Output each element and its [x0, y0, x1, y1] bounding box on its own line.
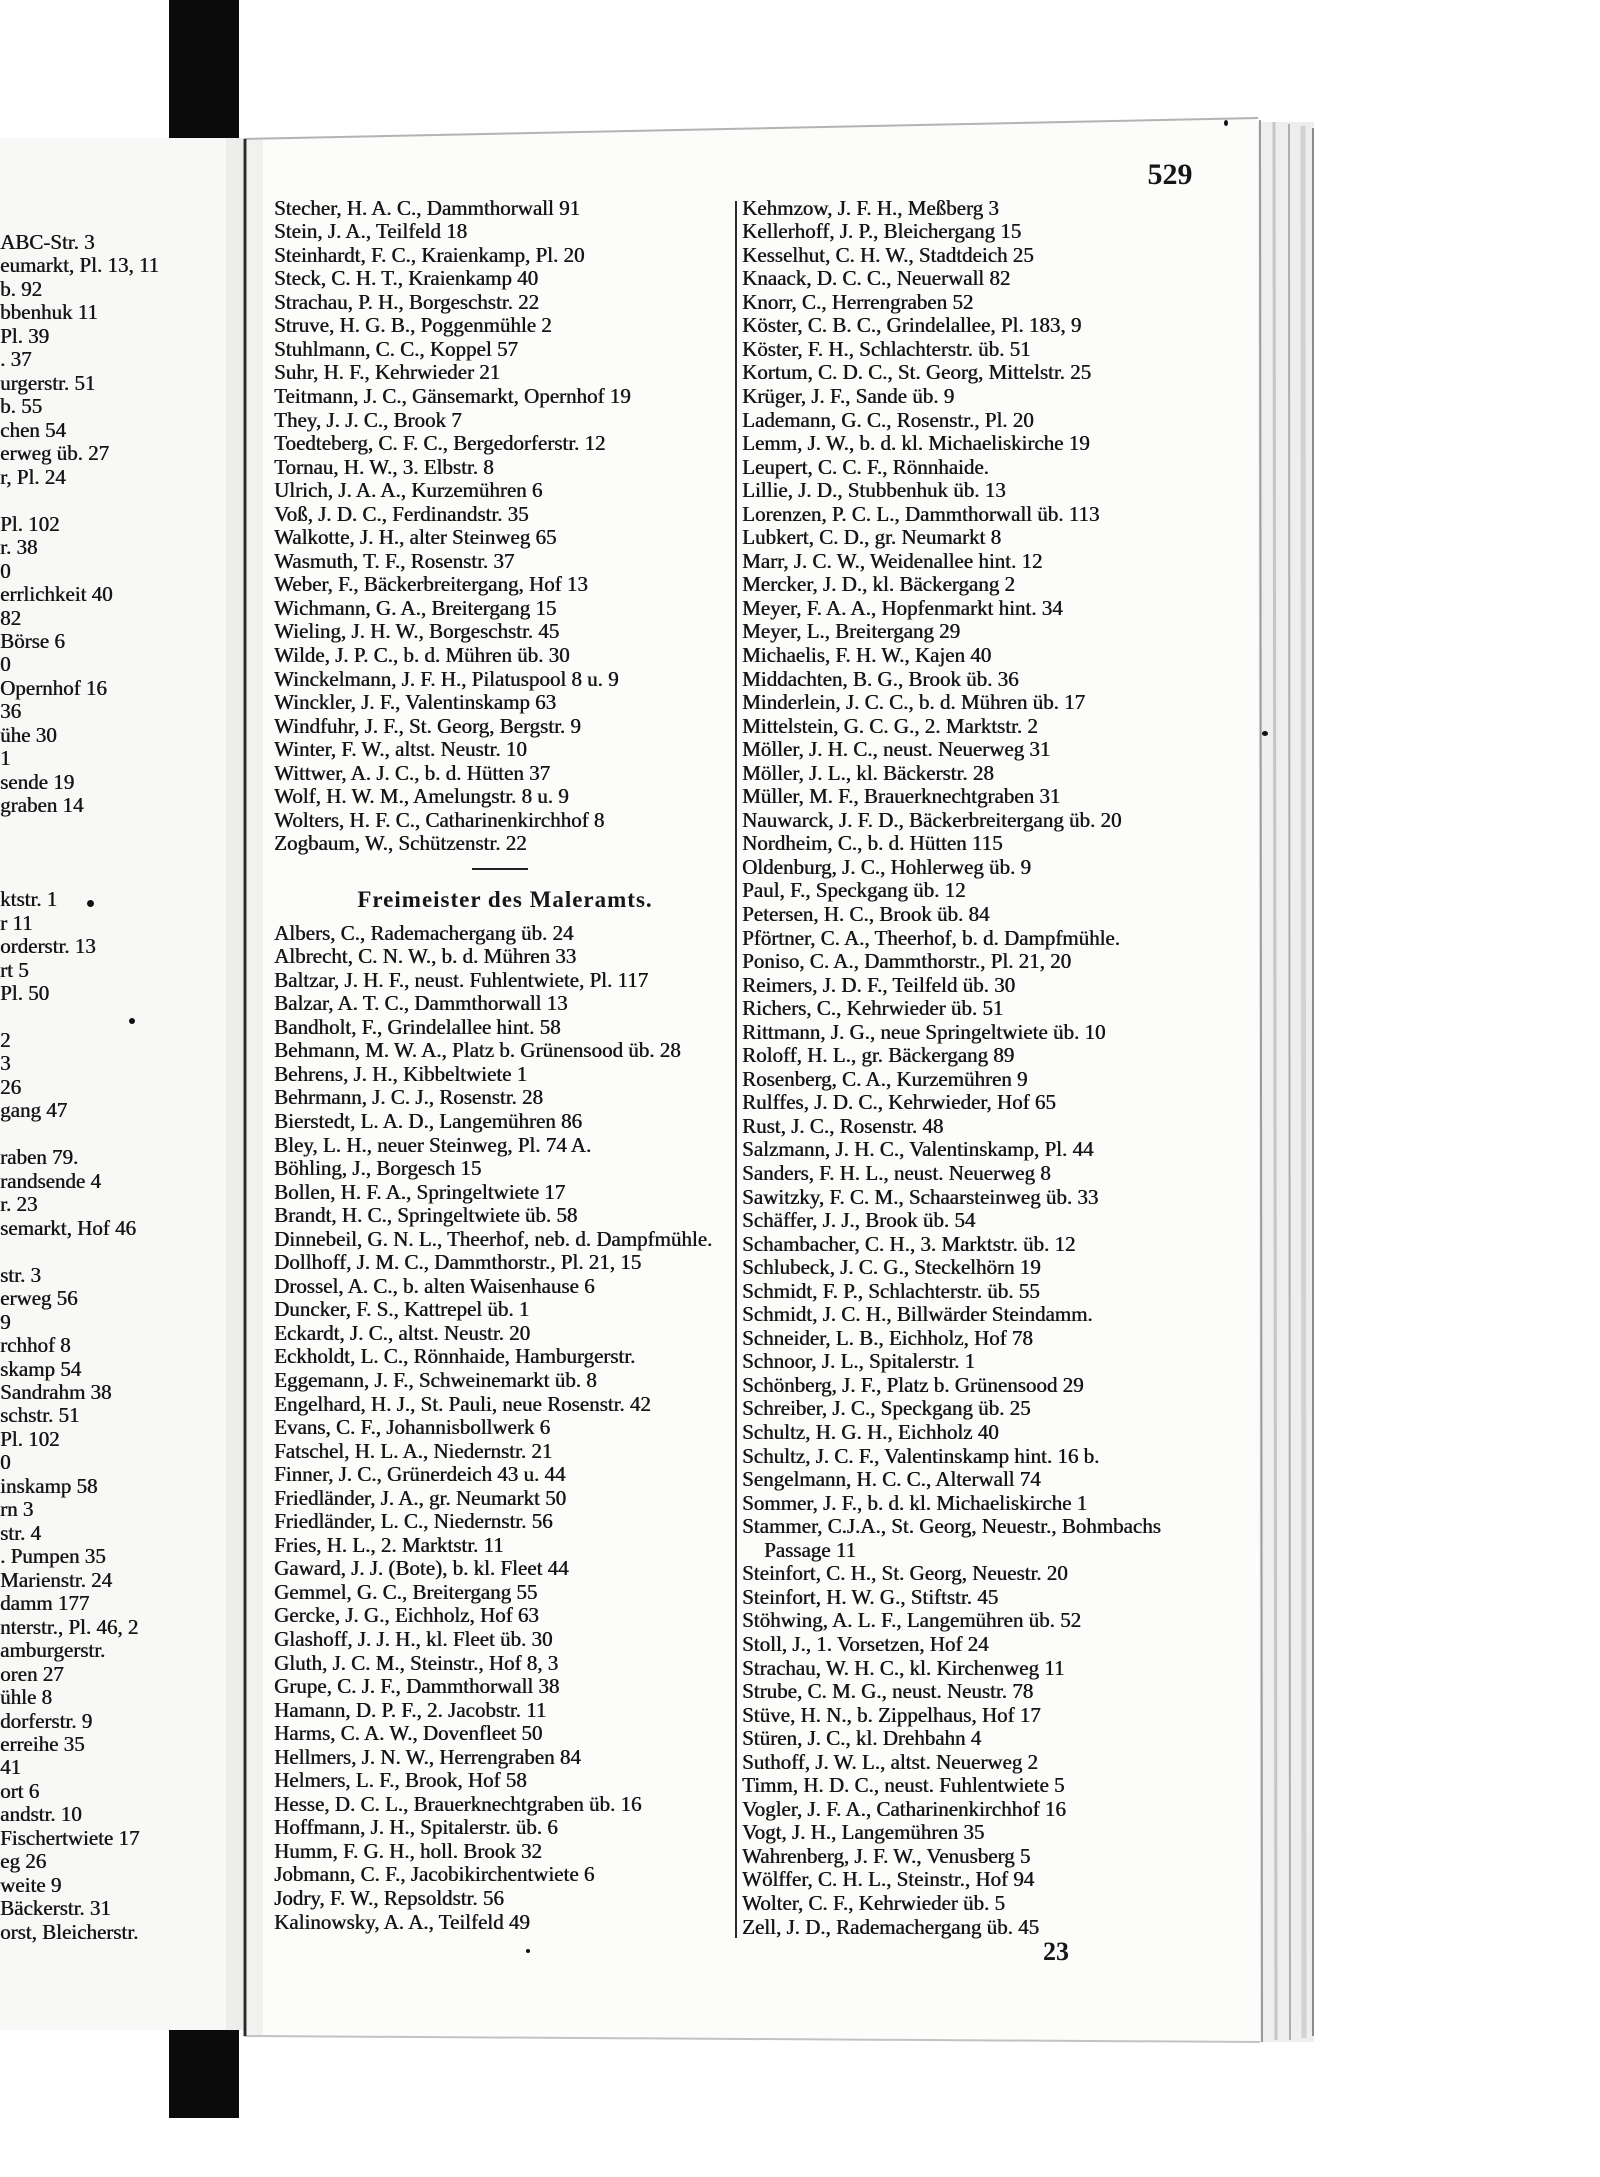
directory-entry: Helmers, L. F., Brook, Hof 58: [274, 1768, 527, 1793]
left-page-line-fragment: damm 177: [0, 1591, 90, 1616]
left-page-line-fragment: andstr. 10: [0, 1802, 82, 1827]
directory-entry: Behrens, J. H., Kibbeltwiete 1: [274, 1061, 528, 1086]
directory-entry: Brandt, H. C., Springeltwiete üb. 58: [274, 1203, 578, 1228]
directory-entry: Drossel, A. C., b. alten Waisenhause 6: [274, 1273, 595, 1298]
directory-entry: Fatschel, H. L. A., Niedernstr. 21: [274, 1438, 553, 1463]
left-page-line-fragment: orst, Bleicherstr.: [0, 1919, 139, 1944]
directory-entry: Steinfort, H. W. G., Stiftstr. 45: [742, 1584, 999, 1609]
directory-entry: Reimers, J. D. F., Teilfeld üb. 30: [742, 972, 1015, 997]
left-page-line-fragment: ABC-Str. 3: [0, 231, 95, 254]
directory-entry: Gemmel, G. C., Breitergang 55: [274, 1579, 538, 1604]
left-page-line-fragment: r. 23: [0, 1192, 38, 1217]
left-page-line-fragment: eg 26: [0, 1849, 47, 1874]
left-page-line-fragment: 3: [0, 1051, 11, 1076]
binding-strip-top: [169, 0, 239, 142]
directory-entry: Lorenzen, P. C. L., Dammthorwall üb. 113: [742, 501, 1100, 526]
directory-entry: Strachau, P. H., Borgeschstr. 22: [274, 289, 540, 314]
left-page-line-fragment: ühe 30: [0, 722, 57, 747]
directory-entry: Wolters, H. F. C., Catharinenkirchhof 8: [274, 807, 605, 832]
left-page-line-fragment: Fischertwiete 17: [0, 1825, 140, 1850]
directory-entry: Suhr, H. F., Kehrwieder 21: [274, 360, 501, 385]
left-page-line-fragment: ktstr. 1: [0, 887, 58, 912]
directory-entry: Schmidt, J. C. H., Billwärder Steindamm.: [742, 1302, 1093, 1327]
directory-entry: Lemm, J. W., b. d. kl. Michaeliskirche 19: [742, 431, 1090, 456]
directory-entry: Wieling, J. H. W., Borgeschstr. 45: [274, 619, 560, 644]
directory-entry: Zogbaum, W., Schützenstr. 22: [274, 831, 527, 856]
directory-entry: Timm, H. D. C., neust. Fuhlentwiete 5: [742, 1773, 1065, 1798]
directory-entry: Eckholdt, L. C., Rönnhaide, Hamburgerstr.: [274, 1344, 636, 1369]
directory-entry: Stüve, H. N., b. Zippelhaus, Hof 17: [742, 1702, 1041, 1727]
directory-entry: Kalinowsky, A. A., Teilfeld 49: [274, 1909, 530, 1934]
directory-entry: Stuhlmann, C. C., Koppel 57: [274, 336, 518, 361]
directory-entry: Zell, J. D., Rademachergang üb. 45: [742, 1914, 1040, 1939]
page-number: 529: [1147, 158, 1193, 191]
directory-entry: Mercker, J. D., kl. Bäckergang 2: [742, 572, 1015, 597]
directory-entry: Eggemann, J. F., Schweinemarkt üb. 8: [274, 1367, 597, 1392]
left-column-entries-bottom: [274, 922, 730, 1935]
directory-entry: Hoffmann, J. H., Spitalerstr. üb. 6: [274, 1815, 558, 1840]
left-page-line-fragment: . Pumpen 35: [0, 1544, 106, 1569]
directory-entry: Albers, C., Rademachergang üb. 24: [274, 921, 574, 945]
section-heading: Freimeister des Maleramts.: [357, 887, 653, 912]
left-page-line-fragment: sende 19: [0, 769, 75, 794]
directory-entry: Wölffer, C. H. L., Steinstr., Hof 94: [742, 1867, 1035, 1892]
left-page-line-fragment: Opernhof 16: [0, 675, 107, 700]
left-page-line-fragment: Börse 6: [0, 628, 65, 653]
directory-entry: Nordheim, C., b. d. Hütten 115: [742, 831, 1003, 856]
left-page-line-fragment: orderstr. 13: [0, 934, 96, 959]
directory-entry: Gercke, J. G., Eichholz, Hof 63: [274, 1603, 539, 1628]
directory-entry: Sommer, J. F., b. d. kl. Michaeliskirche 1: [742, 1490, 1088, 1515]
directory-entry: Wilde, J. P. C., b. d. Mühren üb. 30: [274, 642, 570, 667]
left-page-line-fragment: inskamp 58: [0, 1473, 98, 1498]
directory-entry: Krüger, J. F., Sande üb. 9: [742, 383, 955, 408]
left-page-line-fragment: erreihe 35: [0, 1732, 85, 1756]
directory-entry: Evans, C. F., Johannisbollwerk 6: [274, 1415, 550, 1440]
directory-entry: Friedländer, J. A., gr. Neumarkt 50: [274, 1485, 566, 1510]
left-page-line-fragment: Pl. 102: [0, 1426, 60, 1451]
directory-entry: Bandholt, F., Grindelallee hint. 58: [274, 1014, 561, 1039]
left-page-line-fragment: 0: [0, 1450, 11, 1475]
left-page-line-fragment: . 37: [0, 347, 32, 372]
left-page-line-fragment: chen 54: [0, 417, 66, 442]
directory-entry: Sawitzky, F. C. M., Schaarsteinweg üb. 33: [742, 1184, 1099, 1209]
left-page-line-fragment: 9: [0, 1309, 11, 1334]
left-page-line-fragment: randsende 4: [0, 1168, 101, 1193]
ink-speck: [87, 900, 94, 907]
left-page-line-fragment: erweg 56: [0, 1286, 78, 1311]
directory-entry: Petersen, H. C., Brook üb. 84: [742, 902, 990, 926]
directory-entry: Steinhardt, F. C., Kraienkamp, Pl. 20: [274, 242, 585, 267]
directory-entry: Böhling, J., Borgesch 15: [274, 1156, 482, 1181]
directory-entry: Rulffes, J. D. C., Kehrwieder, Hof 65: [742, 1090, 1056, 1115]
directory-entry: Schäffer, J. J., Brook üb. 54: [742, 1208, 976, 1233]
directory-entry: Meyer, L., Breitergang 29: [742, 619, 961, 644]
left-page-line-fragment: str. 4: [0, 1520, 41, 1545]
directory-entry: Tornau, H. W., 3. Elbstr. 8: [274, 454, 494, 479]
left-page-line-fragment: 1: [0, 746, 11, 771]
directory-entry: Richers, C., Kehrwieder üb. 51: [742, 996, 1004, 1021]
directory-entry: Schnoor, J. L., Spitalerstr. 1: [742, 1349, 976, 1374]
directory-entry: Behrmann, J. C. J., Rosenstr. 28: [274, 1085, 543, 1110]
directory-entry: Schlubeck, J. C. G., Steckelhörn 19: [742, 1255, 1041, 1280]
directory-entry: Wahrenberg, J. F. W., Venusberg 5: [742, 1843, 1031, 1868]
right-page-gutter-shadow: [247, 140, 263, 2035]
left-page-line-fragment: semarkt, Hof 46: [0, 1215, 136, 1240]
directory-entry: Schneider, L. B., Eichholz, Hof 78: [742, 1325, 1033, 1350]
directory-entry: Bierstedt, L. A. D., Langemühren 86: [274, 1108, 582, 1133]
directory-entry: Möller, J. L., kl. Bäckerstr. 28: [742, 760, 994, 785]
left-page-line-fragment: b. 92: [0, 276, 42, 301]
directory-entry: Dollhoff, J. M. C., Dammthorstr., Pl. 21, 15: [274, 1250, 642, 1275]
directory-entry: Meyer, F. A. A., Hopfenmarkt hint. 34: [742, 595, 1063, 620]
left-page-line-fragment: Marienstr. 24: [0, 1567, 112, 1592]
directory-entry: Bollen, H. F. A., Springeltwiete 17: [274, 1179, 566, 1204]
directory-entry: Lademann, G. C., Rosenstr., Pl. 20: [742, 407, 1034, 432]
ink-speck: [1224, 120, 1228, 126]
directory-entry: Gluth, J. C. M., Steinstr., Hof 8, 3: [274, 1650, 559, 1675]
directory-entry: Winckler, J. F., Valentinskamp 63: [274, 690, 557, 715]
directory-entry: Wasmuth, T. F., Rosenstr. 37: [274, 548, 515, 573]
left-page-line-fragment: r. 38: [0, 535, 38, 560]
ink-speck: [526, 1949, 530, 1953]
directory-entry: Winter, F. W., altst. Neustr. 10: [274, 737, 527, 762]
left-page-line-fragment: 26: [0, 1074, 21, 1099]
directory-entry: Stöhwing, A. L. F., Langemühren üb. 52: [742, 1608, 1081, 1633]
directory-entry: Marr, J. C. W., Weidenallee hint. 12: [742, 548, 1043, 573]
directory-entry: Dinnebeil, G. N. L., Theerhof, neb. d. Dampfmühle.: [274, 1226, 713, 1251]
left-page-line-fragment: [0, 1240, 236, 1263]
left-page-line-fragment: Sandrahm 38: [0, 1379, 112, 1404]
left-page-line-fragment: 36: [0, 699, 21, 724]
left-page-line-fragment: [0, 818, 236, 841]
directory-entry: Pförtner, C. A., Theerhof, b. d. Dampfmühle.: [742, 925, 1120, 950]
left-page-line-fragment: errlichkeit 40: [0, 582, 113, 607]
directory-entry: Rittmann, J. G., neue Springeltwiete üb. 10: [742, 1019, 1106, 1044]
directory-entry: Walkotte, J. H., alter Steinweg 65: [274, 525, 557, 550]
directory-entry: Gaward, J. J. (Bote), b. kl. Fleet 44: [274, 1556, 569, 1581]
left-page-line-fragment: raben 79.: [0, 1145, 79, 1170]
directory-entry: Köster, F. H., Schlachterstr. üb. 51: [742, 336, 1031, 361]
directory-entry: Knorr, C., Herrengraben 52: [742, 289, 974, 314]
directory-entry: Sengelmann, H. C. C., Alterwall 74: [742, 1467, 1041, 1492]
signature-mark: 23: [1043, 1937, 1069, 1966]
directory-entry: Jodry, F. W., Repsoldstr. 56: [274, 1886, 504, 1911]
directory-entry: Fries, H. L., 2. Marktstr. 11: [274, 1532, 504, 1557]
left-page-line-fragment: 41: [0, 1755, 21, 1780]
left-page-line-fragment: weite 9: [0, 1872, 62, 1897]
left-page-line-fragment: erweg üb. 27: [0, 441, 110, 466]
directory-entry: Albrecht, C. N. W., b. d. Mühren 33: [274, 944, 577, 969]
directory-entry: Kortum, C. D. C., St. Georg, Mittelstr. 25: [742, 360, 1092, 385]
directory-entry: Schönberg, J. F., Platz b. Grünensood 29: [742, 1372, 1084, 1397]
directory-entry: Poniso, C. A., Dammthorstr., Pl. 21, 20: [742, 949, 1072, 974]
directory-entry: Schultz, J. C. F., Valentinskamp hint. 16 b.: [742, 1443, 1100, 1468]
directory-entry: Stüren, J. C., kl. Drehbahn 4: [742, 1726, 982, 1751]
left-page-line-fragment: eumarkt, Pl. 13, 11: [0, 253, 160, 278]
left-page-line-fragment: 82: [0, 605, 21, 630]
directory-entry: Stoll, J., 1. Vorsetzen, Hof 24: [742, 1631, 989, 1656]
left-page-line-fragment: skamp 54: [0, 1356, 82, 1381]
right-column-entries: [742, 197, 1212, 1939]
left-page-line-fragment: rn 3: [0, 1497, 34, 1522]
directory-entry: Lillie, J. D., Stubbenhuk üb. 13: [742, 478, 1006, 503]
directory-entry: Suthoff, J. W. L., altst. Neuerweg 2: [742, 1749, 1038, 1774]
directory-entry: Bley, L. H., neuer Steinweg, Pl. 74 A.: [274, 1132, 592, 1157]
directory-entry: Michaelis, F. H. W., Kajen 40: [742, 642, 992, 667]
left-page-line-fragment: rt 5: [0, 957, 29, 982]
directory-entry: Strachau, W. H. C., kl. Kirchenweg 11: [742, 1655, 1065, 1680]
left-page-line-fragment: Bäckerstr. 31: [0, 1896, 111, 1921]
left-page-line-fragment: graben 14: [0, 793, 84, 818]
left-page-line-fragment: oren 27: [0, 1661, 64, 1686]
left-page-line-fragment: bbenhuk 11: [0, 300, 98, 325]
left-page-line-fragment: str. 3: [0, 1262, 41, 1287]
directory-entry: Schreiber, J. C., Speckgang üb. 25: [742, 1396, 1031, 1421]
left-page-line-fragment: [0, 1123, 236, 1146]
directory-entry: Finner, J. C., Grünerdeich 43 u. 44: [274, 1462, 566, 1487]
directory-entry: Harms, C. A. W., Dovenfleet 50: [274, 1721, 543, 1746]
left-page-line-fragment: Pl. 102: [0, 511, 60, 536]
directory-entry: Rosenberg, C. A., Kurzemühren 9: [742, 1066, 1028, 1091]
directory-entry: Balzar, A. T. C., Dammthorwall 13: [274, 991, 568, 1016]
left-page-line-fragment: amburgerstr.: [0, 1638, 106, 1663]
directory-entry: Schambacher, C. H., 3. Marktstr. üb. 12: [742, 1231, 1076, 1256]
directory-entry: Minderlein, J. C. C., b. d. Mühren üb. 17: [742, 690, 1085, 715]
left-page-line-fragment: dorferstr. 9: [0, 1708, 93, 1733]
left-page-line-fragment: schstr. 51: [0, 1403, 80, 1428]
directory-entry: Leupert, C. C. F., Rönnhaide.: [742, 454, 989, 479]
page-edge-line-2: [1274, 122, 1276, 2040]
left-page-line-fragment: 0: [0, 558, 11, 583]
left-page-line-fragment: nterstr., Pl. 46, 2: [0, 1614, 139, 1639]
left-column-entries-top: [274, 197, 730, 856]
ink-speck: [129, 1018, 135, 1024]
directory-entry: Mittelstein, G. C. G., 2. Marktstr. 2: [742, 713, 1038, 738]
directory-entry: Engelhard, H. J., St. Pauli, neue Rosenstr. 42: [274, 1391, 651, 1416]
directory-entry: Schmidt, F. P., Schlachterstr. üb. 55: [742, 1278, 1040, 1303]
directory-entry: Hamann, D. P. F., 2. Jacobstr. 11: [274, 1697, 547, 1722]
directory-entry: Salzmann, J. H. C., Valentinskamp, Pl. 44: [742, 1137, 1094, 1162]
directory-entry: Hesse, D. C. L., Brauerknechtgraben üb. 16: [274, 1791, 642, 1816]
directory-entry: Baltzar, J. H. F., neust. Fuhlentwiete, Pl. 117: [274, 967, 649, 992]
directory-entry: Paul, F., Speckgang üb. 12: [742, 878, 966, 903]
directory-entry: Jobmann, C. F., Jacobikirchentwiete 6: [274, 1862, 595, 1887]
left-page-line-fragment: [0, 1005, 236, 1028]
left-page-line-fragment: Pl. 50: [0, 981, 50, 1005]
directory-entry: Behmann, M. W. A., Platz b. Grünensood üb. 28: [274, 1038, 681, 1063]
ink-speck: [1262, 731, 1268, 736]
directory-entry: Glashoff, J. J. H., kl. Fleet üb. 30: [274, 1627, 553, 1651]
directory-entry: Stein, J. A., Teilfeld 18: [274, 219, 467, 244]
left-page-line-fragment: 2: [0, 1027, 11, 1052]
directory-entry: Passage 11: [764, 1537, 856, 1562]
directory-entry: Rust, J. C., Rosenstr. 48: [742, 1113, 944, 1138]
directory-entry: Winckelmann, J. F. H., Pilatuspool 8 u. 9: [274, 666, 619, 691]
directory-entry: Kehmzow, J. F. H., Meßberg 3: [742, 196, 999, 220]
directory-entry: Vogler, J. F. A., Catharinenkirchhof 16: [742, 1796, 1066, 1821]
directory-entry: Schultz, H. G. H., Eichholz 40: [742, 1420, 999, 1445]
section-rule: [472, 868, 528, 870]
directory-entry: Knaack, D. C. C., Neuerwall 82: [742, 266, 1011, 291]
left-page-line-fragment: 0: [0, 652, 11, 677]
directory-entry: Ulrich, J. A. A., Kurzemühren 6: [274, 478, 543, 503]
left-page-line-fragment: gang 47: [0, 1098, 68, 1123]
left-page-line-fragment: ühle 8: [0, 1685, 52, 1710]
directory-entry: Kesselhut, C. H. W., Stadtdeich 25: [742, 242, 1034, 267]
directory-entry: Lubkert, C. D., gr. Neumarkt 8: [742, 525, 1001, 550]
directory-entry: Wolf, H. W. M., Amelungstr. 8 u. 9: [274, 784, 569, 809]
directory-entry: Stecher, H. A. C., Dammthorwall 91: [274, 196, 580, 220]
directory-entry: Wichmann, G. A., Breitergang 15: [274, 595, 557, 620]
directory-entry: Müller, M. F., Brauerknechtgraben 31: [742, 784, 1061, 809]
directory-entry: Roloff, H. L., gr. Bäckergang 89: [742, 1043, 1015, 1068]
directory-entry: Kellerhoff, J. P., Bleichergang 15: [742, 219, 1022, 244]
directory-entry: Toedteberg, C. F. C., Bergedorferstr. 12: [274, 431, 606, 456]
directory-entry: Voß, J. D. C., Ferdinandstr. 35: [274, 501, 529, 526]
left-page-line-fragment: rchhof 8: [0, 1333, 71, 1358]
directory-entry: Steinfort, C. H., St. Georg, Neuestr. 20: [742, 1561, 1068, 1586]
directory-entry: Duncker, F. S., Kattrepel üb. 1: [274, 1297, 530, 1322]
left-page-fragments: [0, 231, 236, 1944]
directory-entry: Hellmers, J. N. W., Herrengraben 84: [274, 1744, 581, 1769]
left-page-line-fragment: [0, 489, 236, 512]
directory-entry: Humm, F. G. H., holl. Brook 32: [274, 1838, 542, 1863]
page-edge-line-4: [1303, 126, 1304, 2038]
directory-entry: Möller, J. H. C., neust. Neuerweg 31: [742, 737, 1051, 762]
directory-entry: Teitmann, J. C., Gänsemarkt, Opernhof 19: [274, 383, 631, 408]
directory-entry: Eckardt, J. C., altst. Neustr. 20: [274, 1320, 531, 1345]
directory-entry: Friedländer, L. C., Niedernstr. 56: [274, 1509, 553, 1534]
left-page-line-fragment: Pl. 39: [0, 323, 50, 348]
directory-entry: Wolter, C. F., Kehrwieder üb. 5: [742, 1890, 1005, 1915]
directory-entry: Windfuhr, J. F., St. Georg, Bergstr. 9: [274, 713, 581, 738]
directory-entry: Strube, C. M. G., neust. Neustr. 78: [742, 1679, 1034, 1704]
left-page-line-fragment: r, Pl. 24: [0, 464, 66, 489]
column-divider: [735, 201, 737, 1938]
directory-entry: Wittwer, A. J. C., b. d. Hütten 37: [274, 760, 550, 785]
directory-entry: Stammer, C.J.A., St. Georg, Neuestr., Bohmbachs: [742, 1514, 1161, 1539]
left-page-line-fragment: [0, 841, 236, 864]
left-page-line-fragment: urgerstr. 51: [0, 370, 96, 395]
left-page-line-fragment: ort 6: [0, 1778, 40, 1803]
directory-entry: Köster, C. B. C., Grindelallee, Pl. 183, 9: [742, 313, 1082, 338]
left-page-line-fragment: r 11: [0, 910, 33, 935]
left-page-line-fragment: b. 55: [0, 394, 42, 419]
page-edge-line-3: [1289, 124, 1290, 2040]
directory-entry: Steck, C. H. T., Kraienkamp 40: [274, 266, 539, 291]
left-page-line-fragment: [0, 865, 236, 888]
directory-entry: Middachten, B. G., Brook üb. 36: [742, 666, 1019, 691]
directory-entry: Struve, H. G. B., Poggenmühle 2: [274, 313, 552, 338]
directory-entry: They, J. J. C., Brook 7: [274, 407, 462, 432]
directory-entry: Sanders, F. H. L., neust. Neuerweg 8: [742, 1161, 1051, 1186]
directory-entry: Nauwarck, J. F. D., Bäckerbreitergang üb. 20: [742, 807, 1122, 832]
directory-entry: Oldenburg, J. C., Hohlerweg üb. 9: [742, 854, 1031, 879]
directory-entry: Grupe, C. J. F., Dammthorwall 38: [274, 1674, 560, 1699]
directory-entry: Vogt, J. H., Langemühren 35: [742, 1820, 985, 1845]
directory-entry: Weber, F., Bäckerbreitergang, Hof 13: [274, 572, 588, 597]
